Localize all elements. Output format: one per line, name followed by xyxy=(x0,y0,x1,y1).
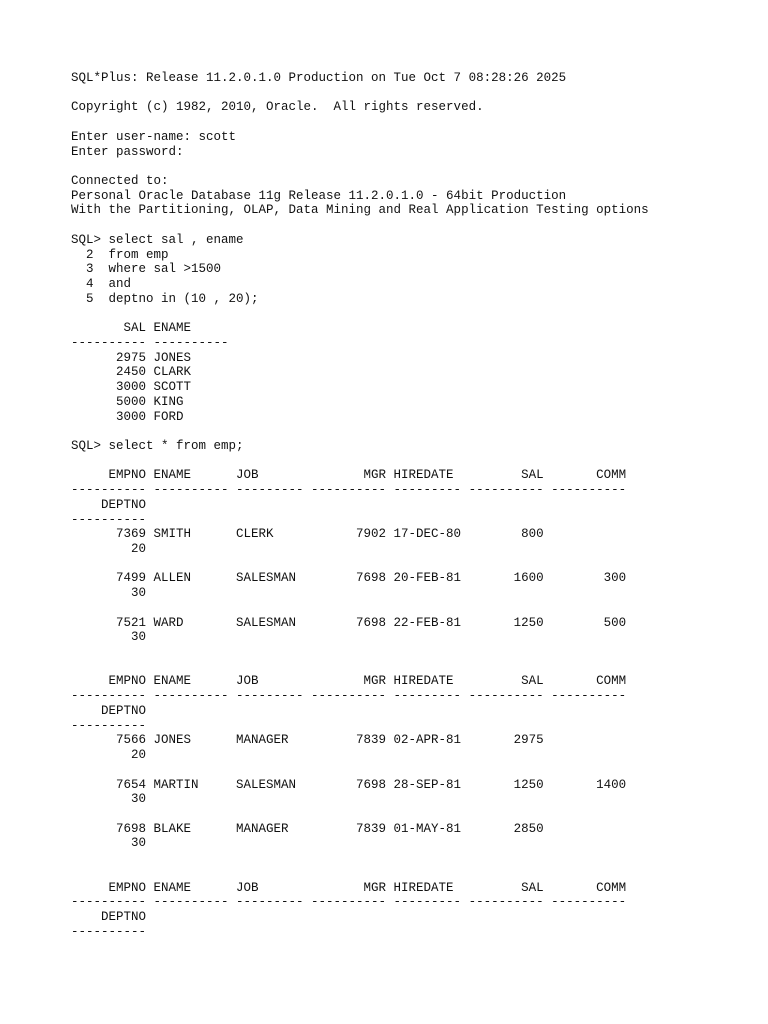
console-line: 7521 WARD SALESMAN 7698 22-FEB-81 1250 500 xyxy=(71,615,627,630)
console-line: 5000 KING xyxy=(71,394,184,409)
console-line: ---------- xyxy=(71,718,147,733)
console-line: ---------- ---------- --------- ---------- --------- ---------- ---------- xyxy=(71,483,627,498)
console-line: SAL ENAME xyxy=(71,321,192,336)
console-line: Connected to: xyxy=(71,174,169,189)
console-line: 30 xyxy=(71,836,147,851)
console-line: 2450 CLARK xyxy=(71,365,192,380)
console-line: SQL> select sal , ename xyxy=(71,232,244,247)
console-line: Enter password: xyxy=(71,144,184,159)
console-line: Copyright (c) 1982, 2010, Oracle. All rights reserved. xyxy=(71,100,484,115)
console-line: 3 where sal >1500 xyxy=(71,262,222,277)
console-line: ---------- xyxy=(71,512,147,527)
console-line: 3000 FORD xyxy=(71,409,184,424)
console-line: SQL*Plus: Release 11.2.0.1.0 Production on Tue Oct 7 08:28:26 2025 xyxy=(71,71,567,85)
console-line: DEPTNO xyxy=(71,497,147,512)
console-line: 7566 JONES MANAGER 7839 02-APR-81 2975 xyxy=(71,733,544,748)
console-line: EMPNO ENAME JOB MGR HIREDATE SAL COMM xyxy=(71,880,627,895)
console-line: 3000 SCOTT xyxy=(71,380,192,395)
console-line: 2 from emp xyxy=(71,247,169,262)
console-line: 30 xyxy=(71,586,147,601)
console-line: ---------- ---------- --------- ---------- --------- ---------- ---------- xyxy=(71,689,627,704)
sqlplus-console-output xyxy=(71,71,649,939)
console-line: 30 xyxy=(71,630,147,645)
console-line: Personal Oracle Database 11g Release 11.2.0.1.0 - 64bit Production xyxy=(71,188,567,203)
console-line: ---------- ---------- xyxy=(71,335,229,350)
console-line: ---------- xyxy=(71,924,147,939)
console-line: ---------- ---------- --------- ---------- --------- ---------- ---------- xyxy=(71,895,627,910)
console-line: 2975 JONES xyxy=(71,350,192,365)
console-line: 20 xyxy=(71,748,147,763)
console-line: 7698 BLAKE MANAGER 7839 01-MAY-81 2850 xyxy=(71,821,544,836)
console-line: EMPNO ENAME JOB MGR HIREDATE SAL COMM xyxy=(71,674,627,689)
console-line: SQL> select * from emp; xyxy=(71,438,244,453)
console-line: 30 xyxy=(71,792,147,807)
console-line: 20 xyxy=(71,542,147,556)
console-line: Enter user-name: scott xyxy=(71,129,237,144)
console-line: 7499 ALLEN SALESMAN 7698 20-FEB-81 1600 300 xyxy=(71,571,627,586)
console-line: DEPTNO xyxy=(71,909,147,924)
console-line: DEPTNO xyxy=(71,703,147,718)
console-line: 5 deptno in (10 , 20); xyxy=(71,291,259,306)
console-line: With the Partitioning, OLAP, Data Mining and Real Application Testing options xyxy=(71,203,649,218)
console-line: 7654 MARTIN SALESMAN 7698 28-SEP-81 1250 1400 xyxy=(71,777,627,792)
console-line: EMPNO ENAME JOB MGR HIREDATE SAL COMM xyxy=(71,468,627,483)
console-line: 7369 SMITH CLERK 7902 17-DEC-80 800 xyxy=(71,527,544,542)
console-line: 4 and xyxy=(71,277,132,292)
